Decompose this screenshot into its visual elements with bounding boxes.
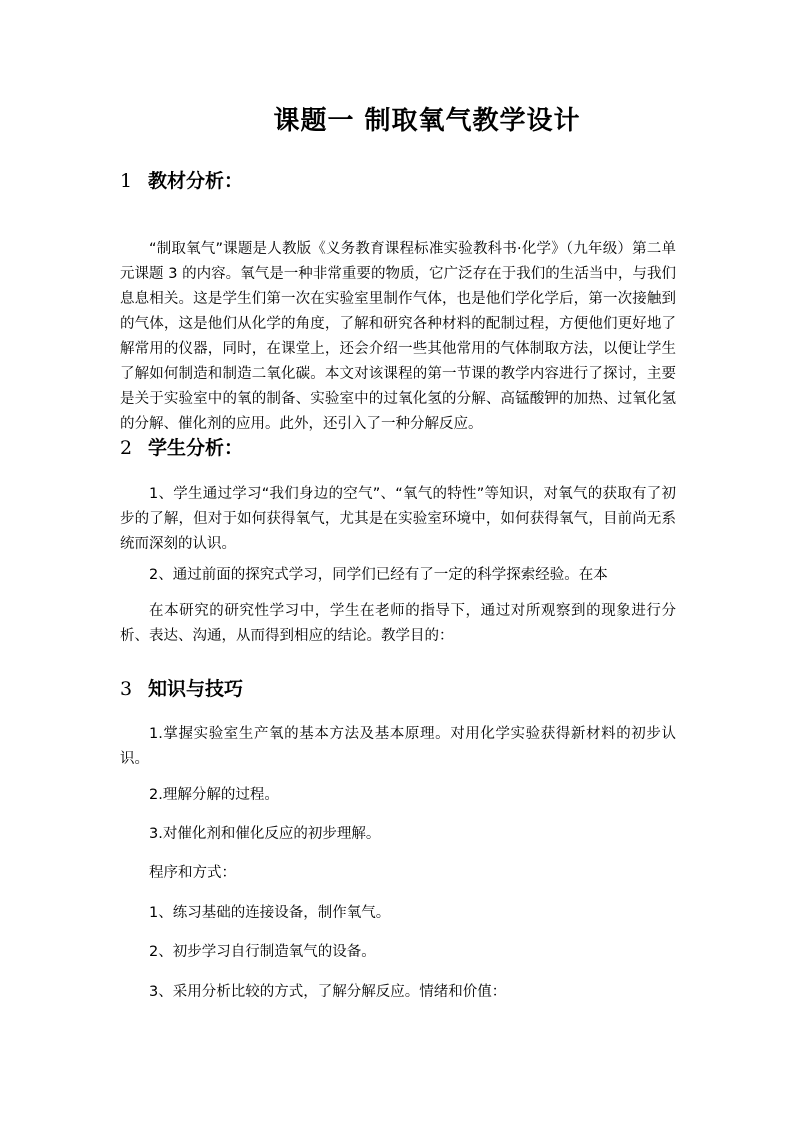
list-item: 3、采用分析比较的方式，了解分解反应。情绪和价值： (149, 984, 507, 1000)
section-title: 知识与技巧 (148, 678, 244, 700)
section-title: 学生分析： (148, 437, 244, 459)
section-number: 1 (120, 170, 133, 192)
list-item: 2.理解分解的过程。 (149, 787, 279, 803)
section-number: 3 (120, 678, 133, 700)
section-heading-2 (120, 433, 243, 460)
paragraph: 1.掌握实验室生产氧的基本方法及基本原理。对用化学实验获得新材料的初步认识。 (120, 726, 676, 767)
list-item: 程序和方式： (149, 865, 236, 881)
section-number: 2 (120, 437, 133, 459)
list-item: 3.对催化剂和催化反应的初步理解。 (149, 826, 381, 842)
paragraph: 1、学生通过学习“我们身边的空气”、“氧气的特性”等知识，对氧气的获取有了初步的了解，但对于如何获得氧气，尤其是在实验室环境中，如何获得氧气，目前尚无系统而深刻的认识。 (120, 486, 676, 552)
section-heading-3 (120, 674, 243, 701)
page-title: 课题一 制取氧气教学设计 (273, 106, 581, 136)
paragraph: 2、通过前面的探究式学习，同学们已经有了一定的科学探索经验。在本 (149, 567, 608, 583)
list-item: 2、初步学习自行制造氧气的设备。 (149, 944, 376, 960)
paragraph: 在本研究的研究性学习中，学生在老师的指导下，通过对所观察到的现象进行分析、表达、沟通，从而得到相应的结论。教学目的： (120, 603, 676, 644)
section-title: 教材分析： (148, 170, 244, 192)
paragraph: “制取氧气”课题是人教版《义务教育课程标准实验教科书·化学》（九年级）第二单元课题 3 的内容。氧气是一种非常重要的物质，它广泛存在于我们的生活当中，与我们息息相关。这是学生们第一次在实验室里制作气体，也是他们学化学后，第一次接触到的气体，这是他们从化学的角度，了解和研究各种材料的配制过程，方便他们更好地了解常用的仪器，同时，在课堂上，还会介绍一些其他常用的气体制取方法，以便让学生了解如何制造和制造二氧化碳。本文对该课程的第一节课的教学内容进行了探讨，主要是关于实验室中的氧的制备、实验室中的过氧化氢的分解、高锰酸钾的加热、过氧化氢的分解、催化剂的应用。此外，还引入了一种分解反应。 (120, 241, 676, 432)
list-item: 1、练习基础的连接设备，制作氧气。 (149, 905, 391, 921)
section-heading-1 (120, 166, 243, 193)
